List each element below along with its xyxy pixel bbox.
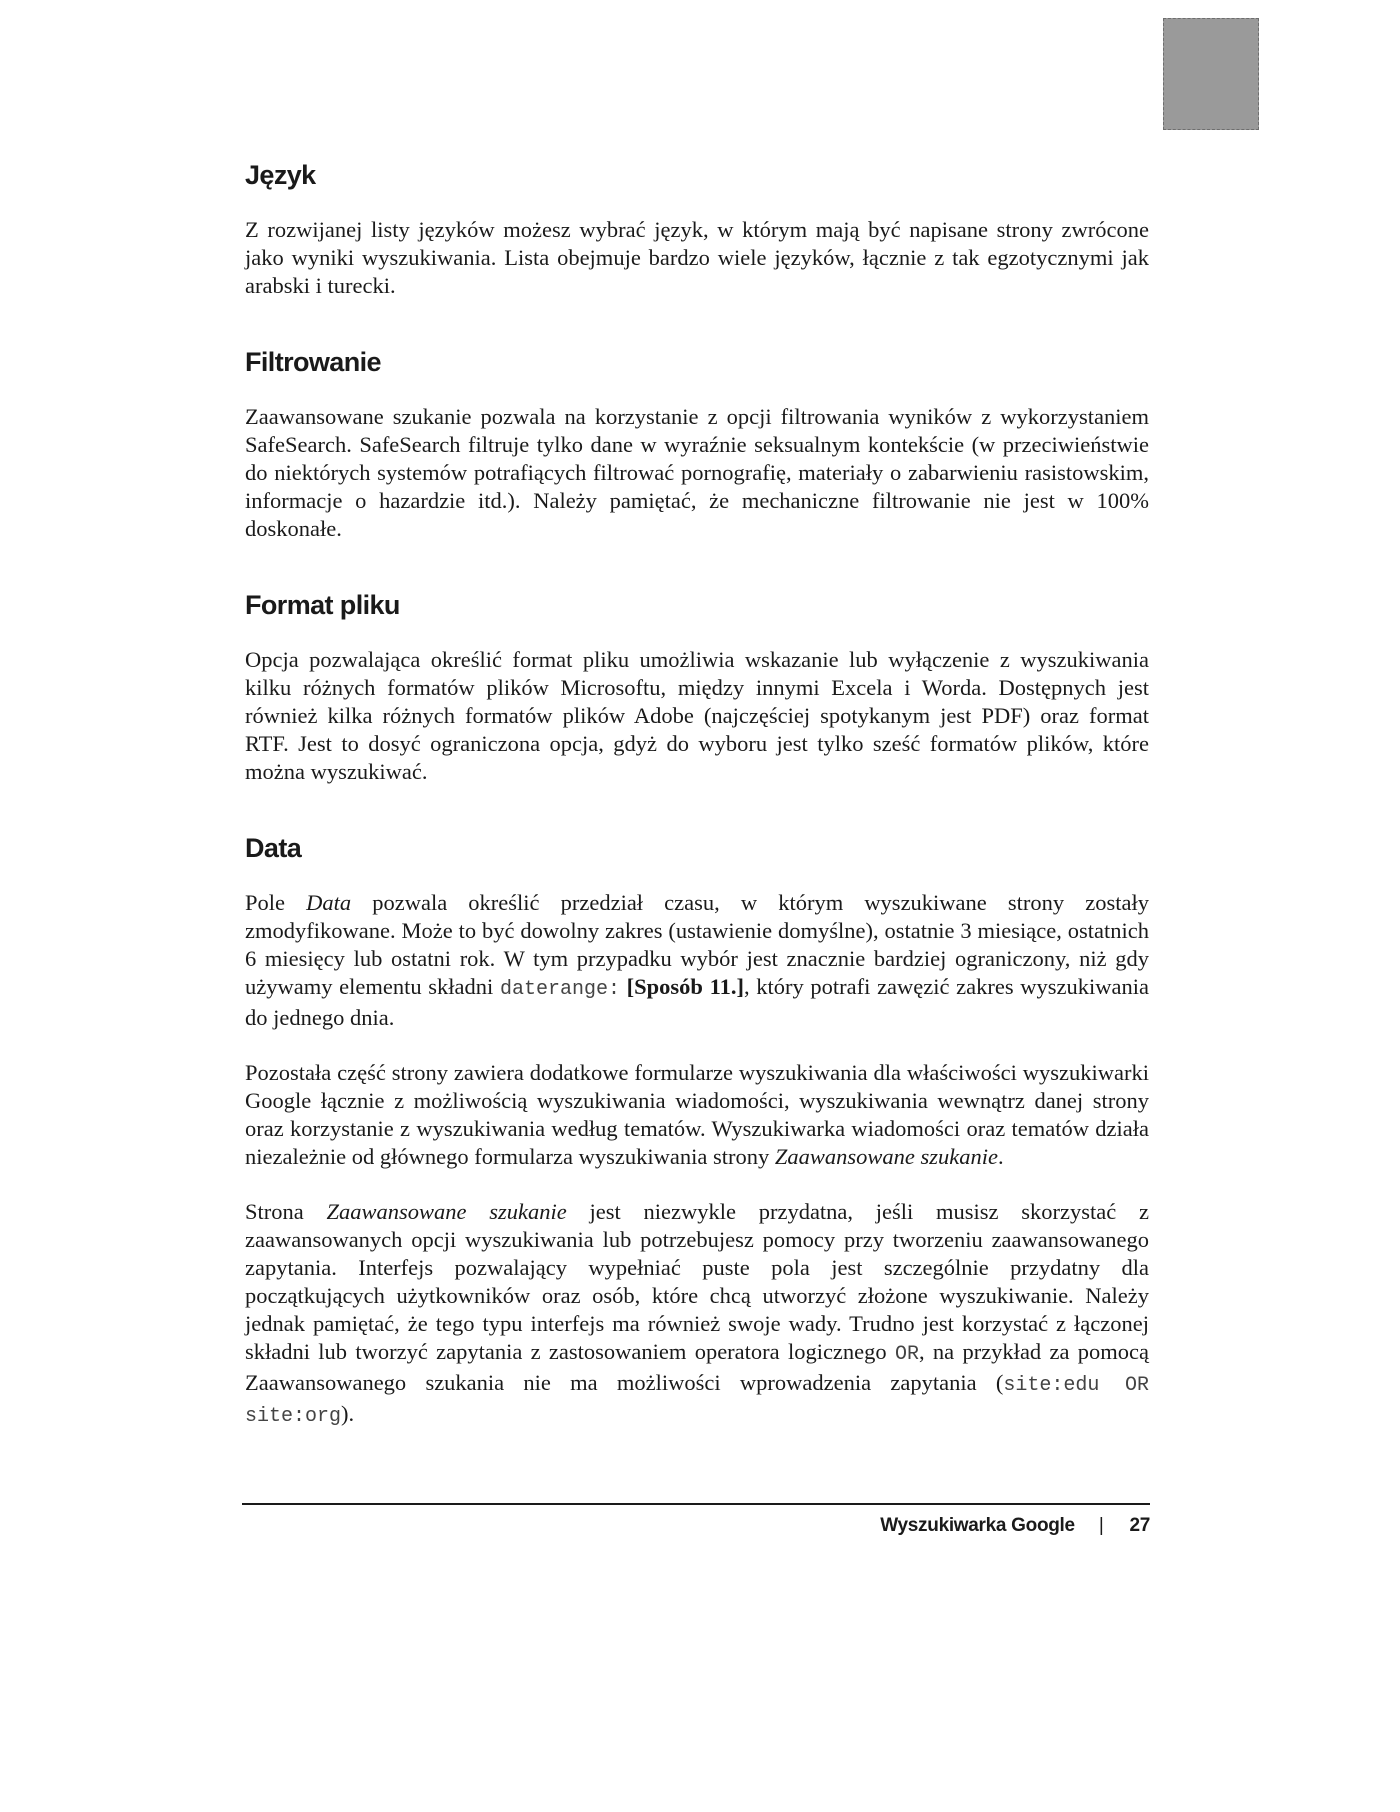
paragraph-filtrowanie: Zaawansowane szukanie pozwala na korzystanie z opcji filtrowania wyników z wykorzystaniem SafeSearch. SafeSearch filtruje tylko dane w wyraźnie seksualnym kontekście (w przeciwieństwie do niektórych systemów potrafiących filtrować pornografię, materiały o zabarwieniu rasistowskim, informacje o hazardzie itd.). Należy pamiętać, że mechaniczne filtrowanie nie jest w 100% doskonałe. xyxy=(245,404,1149,541)
page-footer xyxy=(880,1515,1150,1537)
page-body xyxy=(245,160,1149,1431)
code-or: OR xyxy=(894,1343,919,1366)
footer-separator: | xyxy=(1098,1515,1104,1536)
italic-term-data: Data xyxy=(306,890,352,915)
code-site-query: site:edu OR site:org xyxy=(245,1374,1149,1428)
cross-reference: [Sposób 11.] xyxy=(626,974,744,999)
text-run: . xyxy=(997,1144,1004,1169)
section-heading-filtrowanie: Filtrowanie xyxy=(245,347,381,377)
section-heading-data: Data xyxy=(245,833,302,863)
paragraph-data-3 xyxy=(245,1198,1149,1431)
text-run: Strona xyxy=(245,1199,327,1224)
page-number: 27 xyxy=(1129,1515,1150,1536)
page-thumb-tab xyxy=(1163,18,1259,130)
text-run: jest niezwykle przydatna, jeśli musisz skorzystać z zaawansowanych opcji wyszukiwania lub potrzebujesz pomocy przy tworzeniu zaawansowanego zapytania. Interfejs pozwalający wypełniać puste pola jest szczególnie przydatny dla początkujących użytkowników oraz osób, które chcą utworzyć złożone wyszukiwanie. Należy jednak pamiętać, że tego typu interfejs ma również swoje wady. Trudno jest korzystać z łączonej składni lub tworzyć zapytania z zastosowaniem operatora logicznego xyxy=(245,1199,1149,1364)
paragraph-data-1 xyxy=(245,889,1149,1032)
paragraph-data-2 xyxy=(245,1059,1149,1171)
text-run: pozwala określić przedział czasu, w którym wyszukiwane strony zostały zmodyfikowane. Może to być dowolny zakres (ustawienie domyślne), ostatnie 3 miesiące, ostatnich 6 miesięcy lub ostatni rok. W tym przypadku wybór jest znacznie bardziej ograniczony, niż gdy używamy elementu składni xyxy=(245,890,1149,999)
section-heading-format-pliku: Format pliku xyxy=(245,590,400,620)
text-run: Pozostała część strony zawiera dodatkowe formularze wyszukiwania dla właściwości wyszukiwarki Google łącznie z możliwością wyszukiwania wiadomości, wyszukiwania wewnątrz danej strony oraz korzystanie z wyszukiwania według tematów. Wyszukiwarka wiadomości oraz tematów działa niezależnie od głównego formularza wyszukiwania strony xyxy=(245,1060,1149,1169)
text-run: ). xyxy=(341,1401,355,1426)
text-run: , na przykład za pomocą Zaawansowanego szukania nie ma możliwości wprowadzenia zapytania ( xyxy=(245,1339,1149,1395)
running-title: Wyszukiwarka Google xyxy=(880,1515,1075,1536)
text-run: Pole xyxy=(245,890,307,915)
italic-term-zaawansowane-szukanie: Zaawansowane szukanie xyxy=(326,1199,567,1224)
paragraph-jezyk: Z rozwijanej listy języków możesz wybrać język, w którym mają być napisane strony zwrócone jako wyniki wyszukiwania. Lista obejmuje bardzo wiele języków, łącznie z tak egzotycznymi jak arabski i turecki. xyxy=(245,217,1149,298)
section-heading-jezyk: Język xyxy=(245,160,316,190)
italic-term-zaawansowane-szukanie: Zaawansowane szukanie xyxy=(774,1144,998,1169)
footer-rule xyxy=(242,1503,1150,1505)
code-daterange: daterange: xyxy=(499,978,620,1001)
text-run: , który potrafi zawęzić zakres wyszukiwania do jednego dnia. xyxy=(245,974,1150,1030)
paragraph-format-pliku: Opcja pozwalająca określić format pliku umożliwia wskazanie lub wyłączenie z wyszukiwania kilku różnych formatów plików Microsoftu, między innymi Excela i Worda. Dostępnych jest również kilka różnych formatów plików Adobe (najczęściej spotykanym jest PDF) oraz format RTF. Jest to dosyć ograniczona opcja, gdyż do wyboru jest tylko sześć formatów plików, które można wyszukiwać. xyxy=(245,647,1149,784)
